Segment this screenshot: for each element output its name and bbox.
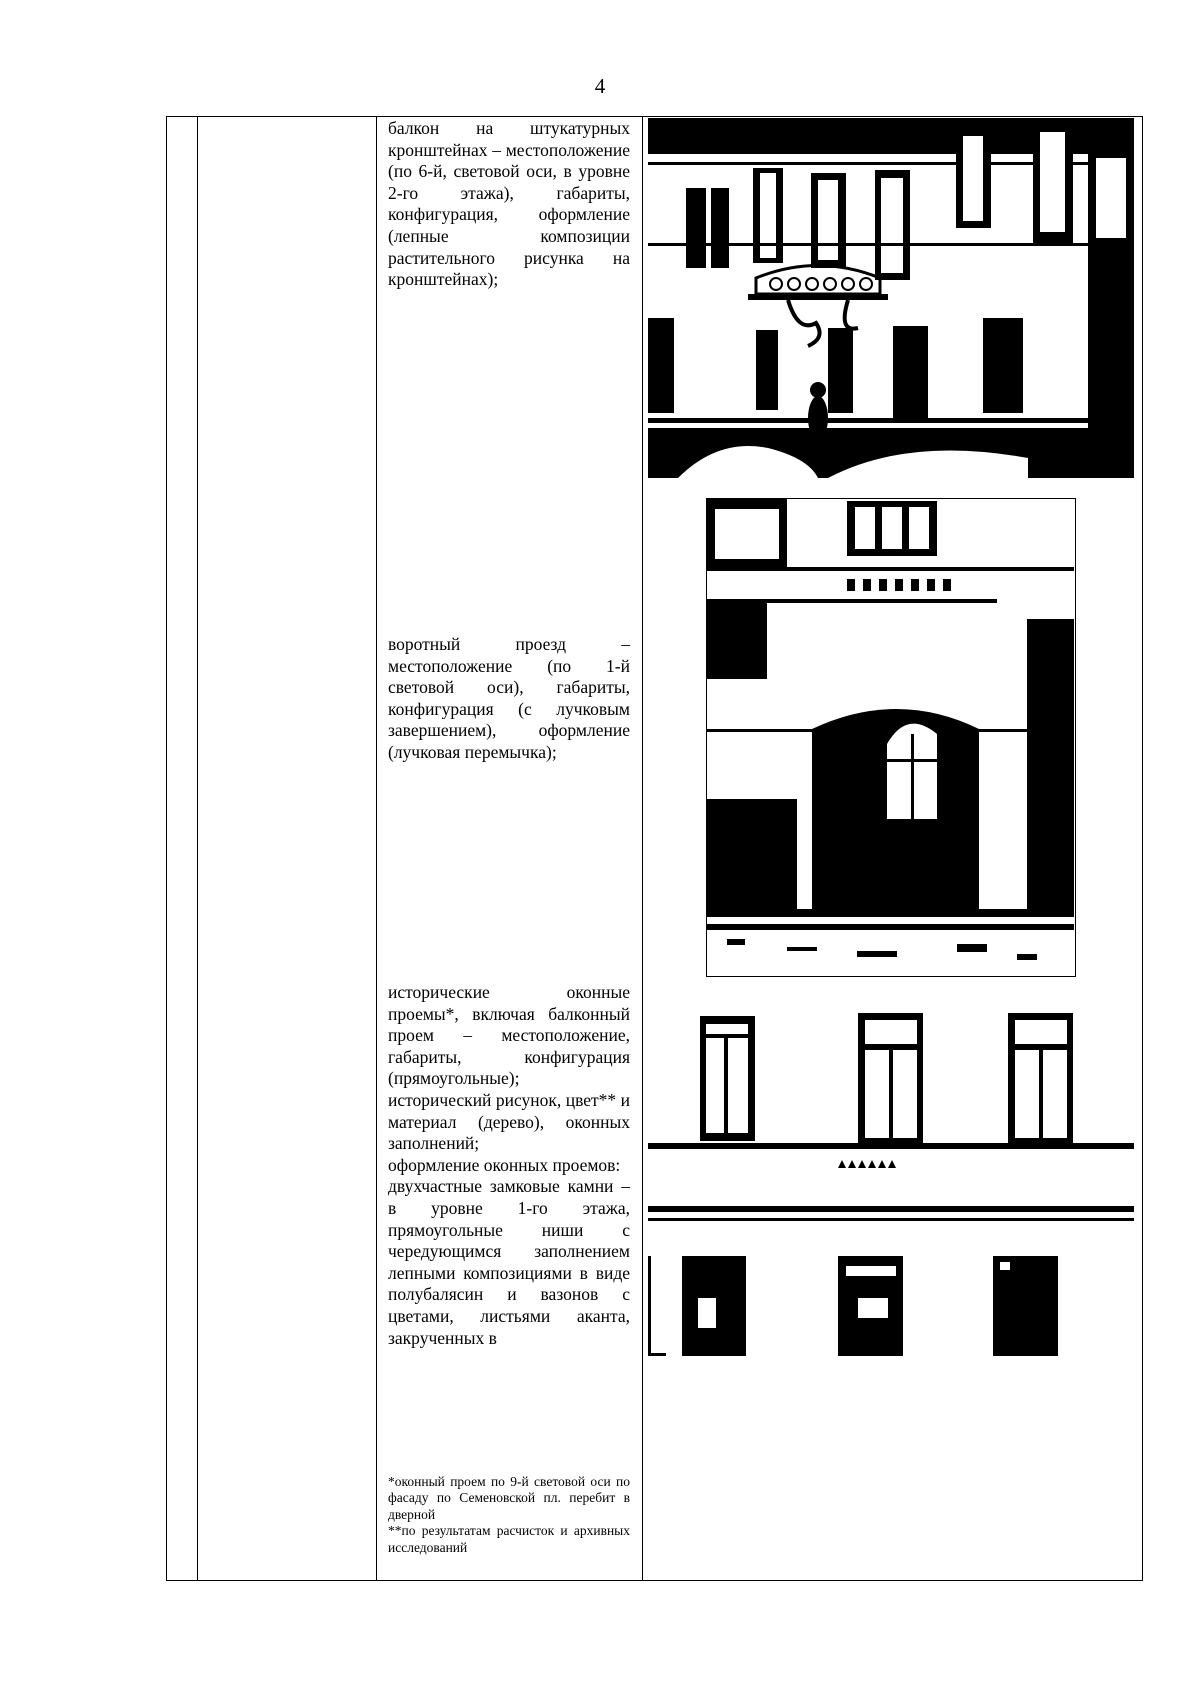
footnote-1: *оконный проем по 9-й световой оси по фасаду по Семеновской пл. перебит в дверной	[388, 1474, 630, 1522]
item-windows-line-4: двухчастные замковые камни – в уровне 1-го этажа, прямоугольные ниши с чередующимся заполнением лепными композициями в виде полубалясин и вазонов с цветами, листьями аканта, закрученных в	[388, 1176, 630, 1348]
footnote-2: **по результатам расчисток и архивных исследований	[388, 1523, 630, 1555]
item-balcony-text: балкон на штукатурных кронштейнах – местоположение (по 6-й, световой оси, в уровне 2-го этажа), габариты, конфигурация, оформление (лепные композиции растительного рисунка на кронштейнах);	[388, 118, 630, 290]
item-gateway-description	[388, 634, 630, 764]
item-windows-line-3: оформление оконных проемов:	[388, 1154, 621, 1175]
column-divider-1	[197, 117, 198, 1580]
column-divider-2	[376, 117, 377, 1580]
item-windows-line-2: исторический рисунок, цвет** и материал (дерево), оконных заполнений;	[388, 1089, 630, 1154]
item-windows-description	[388, 982, 630, 1349]
photo-gateway	[706, 498, 1076, 977]
photo-balcony	[648, 118, 1134, 478]
column-divider-3	[642, 117, 643, 1580]
item-balcony-description	[388, 118, 630, 291]
photo-windows	[648, 998, 1134, 1360]
footnotes	[388, 1474, 630, 1556]
page-number: 4	[594, 74, 606, 98]
item-gateway-text: воротный проезд – местоположение (по 1-й световой оси), габариты, конфигурация (с лучковым завершением), оформление (лучковая перемычка);	[388, 634, 630, 762]
item-windows-line-1: исторические оконные проемы*, включая балконный проем – местоположение, габариты, конфигурация (прямоугольные);	[388, 982, 630, 1089]
